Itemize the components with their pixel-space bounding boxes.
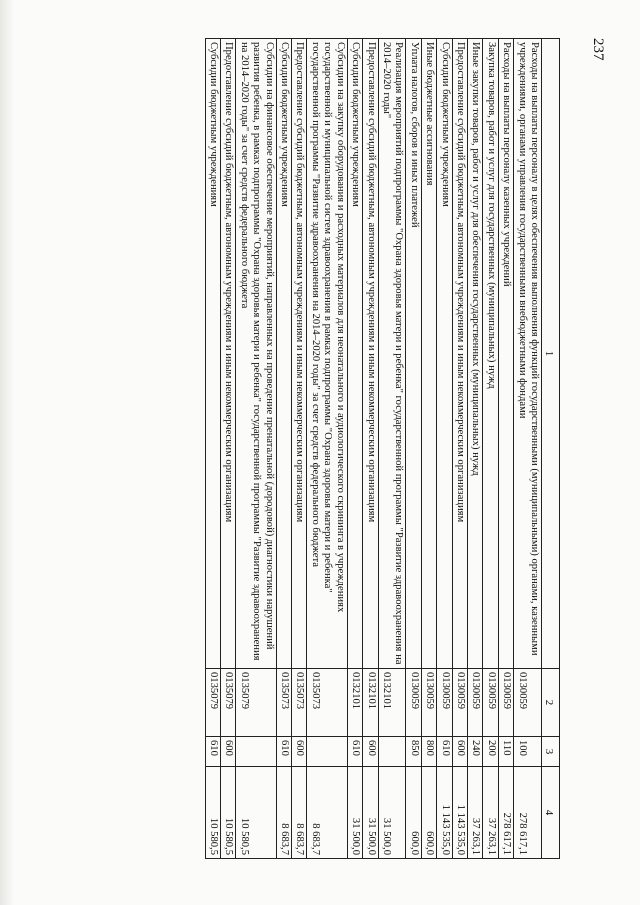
row-amount: 31 500,0 xyxy=(347,767,362,859)
table-row xyxy=(498,39,513,859)
table-row xyxy=(514,39,542,859)
row-vr: 610 xyxy=(347,737,362,767)
row-amount: 37 263,1 xyxy=(467,767,482,859)
row-amount: 8 683,7 xyxy=(292,767,307,859)
row-csr: 0130059 xyxy=(498,669,513,737)
table-row xyxy=(292,39,307,859)
row-amount: 600,0 xyxy=(421,767,436,859)
row-amount: 278 617,1 xyxy=(498,767,513,859)
row-amount: 31 500,0 xyxy=(363,767,378,859)
row-csr: 0130059 xyxy=(437,669,452,737)
row-vr: 100 xyxy=(514,737,542,767)
row-amount: 1 143 535,0 xyxy=(437,767,452,859)
row-name: Субсидии на финансовое обеспечение мероприятий, направленных на проведение пренатальной (дородовой) диагностики нарушений развития ребенка, в рамках подпрограммы "Охрана здоровья матери и ребенка" государственной программы "Развитие здравоохранения на 2014–2020 годы" за счет средств федерального бюджета xyxy=(236,39,276,669)
row-csr: 0130059 xyxy=(452,669,467,737)
row-name: Иные бюджетные ассигнования xyxy=(421,39,436,669)
row-amount: 278 617,1 xyxy=(514,767,542,859)
row-name: Предоставление субсидий бюджетным, автономным учреждениям и иным некоммерческим организациям xyxy=(363,39,378,669)
row-csr: 0130059 xyxy=(467,669,482,737)
row-amount: 10 580,5 xyxy=(221,767,236,859)
row-amount: 10 580,5 xyxy=(205,767,220,859)
header-col-1: 1 xyxy=(542,39,560,669)
row-vr: 610 xyxy=(276,737,291,767)
row-csr: 0132101 xyxy=(363,669,378,737)
row-csr: 0135079 xyxy=(221,669,236,737)
row-csr: 0130059 xyxy=(483,669,498,737)
row-name: Субсидии бюджетным учреждениям xyxy=(437,39,452,669)
table-row xyxy=(276,39,291,859)
row-vr: 240 xyxy=(467,737,482,767)
page-number: 237 xyxy=(590,38,606,61)
row-name: Субсидии бюджетным учреждениям xyxy=(276,39,291,669)
table-row xyxy=(378,39,406,859)
header-col-2: 2 xyxy=(542,669,560,737)
table-row xyxy=(421,39,436,859)
row-vr: 600 xyxy=(221,737,236,767)
row-name: Субсидии бюджетным учреждениям xyxy=(347,39,362,669)
row-csr: 0135079 xyxy=(205,669,220,737)
budget-table xyxy=(205,38,560,859)
table-row xyxy=(467,39,482,859)
row-name: Субсидии бюджетным учреждениям xyxy=(205,39,220,669)
row-amount: 37 263,1 xyxy=(483,767,498,859)
header-row xyxy=(542,39,560,859)
row-vr: 110 xyxy=(498,737,513,767)
row-amount: 1 143 535,0 xyxy=(452,767,467,859)
row-name: Предоставление субсидий бюджетным, автономным учреждениям и иным некоммерческим организациям xyxy=(452,39,467,669)
row-vr xyxy=(236,737,276,767)
row-name: Иные закупки товаров, работ и услуг для обеспечения государственных (муниципальных) нужд xyxy=(467,39,482,669)
scan-edge xyxy=(0,0,14,905)
row-vr: 200 xyxy=(483,737,498,767)
row-name: Расходы на выплаты персоналу в целях обеспечения выполнения функций государственными (муниципальными) органами, казенными учреждениями, органами управления государственными внебюджетными фондами xyxy=(514,39,542,669)
row-vr: 610 xyxy=(205,737,220,767)
rotated-page xyxy=(90,38,560,858)
row-csr: 0130059 xyxy=(406,669,421,737)
row-amount: 31 500,0 xyxy=(378,767,406,859)
row-amount: 10 580,5 xyxy=(236,767,276,859)
row-name: Реализация мероприятий подпрограммы "Охрана здоровья матери и ребенка" государственной программы "Развитие здравоохранения на 2014–2020 годы" xyxy=(378,39,406,669)
row-name: Субсидии на закупку оборудования и расходных материалов для неонатального и аудиологического скрининга в учреждениях государственной и муниципальной систем здравоохранения в рамках подпрограммы "Охрана здоровья матери и ребенка" государственной программы "Развитие здравоохранения на 2014–2020 годы" за счет средств федерального бюджета xyxy=(307,39,347,669)
table-row xyxy=(347,39,362,859)
row-name: Уплата налогов, сборов и иных платежей xyxy=(406,39,421,669)
table-row xyxy=(437,39,452,859)
row-csr: 0135079 xyxy=(236,669,276,737)
row-name: Закупка товаров, работ и услуг для государственных (муниципальных) нужд xyxy=(483,39,498,669)
table-body xyxy=(205,39,541,859)
row-name: Предоставление субсидий бюджетным, автономным учреждениям и иным некоммерческим организациям xyxy=(292,39,307,669)
row-vr: 600 xyxy=(363,737,378,767)
table-row xyxy=(483,39,498,859)
row-vr xyxy=(378,737,406,767)
row-name: Расходы на выплаты персоналу казенных учреждений xyxy=(498,39,513,669)
table-row xyxy=(307,39,347,859)
row-csr: 0130059 xyxy=(421,669,436,737)
table-row xyxy=(406,39,421,859)
row-vr: 600 xyxy=(292,737,307,767)
row-vr: 600 xyxy=(452,737,467,767)
row-amount: 8 683,7 xyxy=(307,767,347,859)
table-row xyxy=(205,39,220,859)
row-name: Предоставление субсидий бюджетным, автономным учреждениям и иным некоммерческим организациям xyxy=(221,39,236,669)
header-col-3: 3 xyxy=(542,737,560,767)
header-col-4: 4 xyxy=(542,767,560,859)
row-vr: 610 xyxy=(437,737,452,767)
table-row xyxy=(221,39,236,859)
row-amount: 600,0 xyxy=(406,767,421,859)
row-csr: 0135073 xyxy=(292,669,307,737)
row-vr xyxy=(307,737,347,767)
row-vr: 850 xyxy=(406,737,421,767)
row-csr: 0130059 xyxy=(514,669,542,737)
table-row xyxy=(452,39,467,859)
row-csr: 0132101 xyxy=(347,669,362,737)
row-amount: 8 683,7 xyxy=(276,767,291,859)
table-row xyxy=(363,39,378,859)
row-vr: 800 xyxy=(421,737,436,767)
row-csr: 0132101 xyxy=(378,669,406,737)
row-csr: 0135073 xyxy=(276,669,291,737)
row-csr: 0135073 xyxy=(307,669,347,737)
table-row xyxy=(236,39,276,859)
